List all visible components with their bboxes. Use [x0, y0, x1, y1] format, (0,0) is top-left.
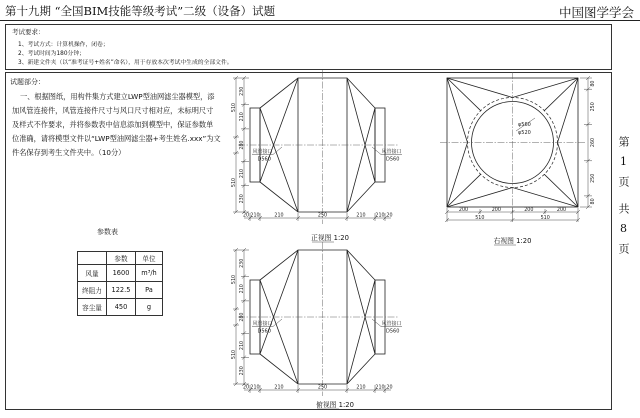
requirement-item: 1、考试方式：计算机操作，闭卷； [18, 42, 109, 48]
table-cell: m³/h [136, 265, 163, 282]
table-header-cell: 单位 [136, 252, 163, 265]
dimension-label: 210 [239, 168, 245, 179]
dimension-label: 210 [375, 213, 385, 219]
dimension-label: 80 [591, 198, 596, 205]
dimension-label: 80 [591, 80, 596, 87]
dimension-label: 280 [239, 312, 245, 322]
dimension-label: 200 [524, 207, 534, 213]
duct-port-label: 风管接口 [381, 149, 402, 155]
centerlines [440, 72, 585, 212]
dimension-label: 200 [458, 207, 469, 213]
dimension-label: 510 [231, 102, 237, 113]
duct-port-size: D560 [386, 156, 400, 163]
top-view-caption: 俯视图 1:20 [316, 401, 354, 409]
dimension-label: 20 [386, 385, 393, 391]
dimension-label: 210 [250, 385, 260, 391]
duct-port-size: D560 [257, 328, 271, 335]
diameter-label: φ560 [518, 122, 531, 128]
centerlines [238, 242, 398, 396]
side-view-caption: 右视图 1:20 [493, 237, 532, 245]
front-view [231, 70, 402, 224]
dimension-label: 230 [239, 366, 245, 376]
requirement-item: 2、考试时间为180分钟； [18, 51, 85, 57]
table-cell: Pa [136, 282, 163, 299]
dimension-label: 510 [231, 274, 237, 285]
question-text-line: 一、根据图纸，用构件集方式建立LWP型油网滤尘器模型，添 [20, 92, 215, 101]
dimension-label: 250 [317, 213, 328, 219]
centerlines [238, 70, 398, 224]
dimension-label: 280 [239, 140, 245, 150]
dimension-label: 510 [540, 215, 550, 221]
dimension-label: 20 [242, 385, 250, 391]
dimension-label: 250 [591, 102, 596, 112]
duct-port-label: 风管接口 [252, 321, 273, 327]
organization-name: 中国图学学会 [558, 5, 634, 20]
question-text-line: 及样式不作要求，并将参数表中信息添加到模型中，保证参数单 [12, 120, 214, 129]
duct-port-label: 风管接口 [252, 149, 273, 155]
dimension-label: 210 [250, 213, 260, 219]
dimension-label: 210 [239, 112, 245, 122]
table-header-cell: 参数 [107, 252, 136, 265]
dimension-label: 260 [591, 137, 596, 148]
dimension-label: 230 [239, 258, 245, 268]
front-view-caption: 正视图 1:20 [311, 234, 349, 242]
table-cell: 风量 [78, 265, 107, 282]
dimension-label: 210 [274, 213, 284, 219]
dimension-label: 210 [375, 385, 385, 391]
dimension-label: 200 [556, 207, 567, 213]
dimension-label: 510 [231, 177, 237, 188]
table-cell: 1600 [107, 265, 136, 282]
dimension-label: 210 [239, 340, 245, 351]
page-number: 第1页 [617, 136, 630, 195]
requirement-item: 3、新建文件夹（以“准考证号+姓名”命名），用于存放本次考试中生成的全部文件。 [18, 60, 233, 66]
question-heading: 试题部分： [10, 78, 45, 86]
dimension-label: 20 [386, 213, 393, 219]
diameter-label: φ520 [518, 130, 531, 136]
dimension-label: 230 [239, 86, 245, 96]
table-cell: g [136, 299, 163, 316]
dimension-label: 230 [239, 194, 245, 204]
dimension-label: 210 [239, 284, 245, 294]
question-text-line: 位准确，请将模型文件以“LWP型油网滤尘器+考生姓名.xxx”为文 [12, 134, 221, 143]
dimension-label: 510 [231, 349, 237, 360]
dimension-label: 200 [491, 207, 501, 213]
duct-port-label: 风管接口 [381, 321, 402, 327]
duct-port-size: D560 [257, 156, 271, 163]
page-count: 共8页 [617, 203, 630, 262]
dimension-label: 20 [242, 213, 250, 219]
dimension-label: 210 [356, 213, 366, 219]
dimension-label: 210 [356, 385, 366, 391]
requirements-heading: 考试要求： [12, 28, 45, 36]
dimension-label: 250 [591, 173, 596, 183]
duct-port-size: D560 [386, 328, 400, 335]
exam-title: 第十九期 “全国BIM技能等级考试”二级（设备）试题 [5, 4, 276, 18]
dimension-label: 210 [274, 385, 284, 391]
question-text-line: 件名保存到考生文件夹中。（10分） [12, 148, 126, 157]
table-cell: 450 [107, 299, 136, 316]
table-cell: 终阻力 [78, 282, 107, 299]
parameter-table-title: 参数表 [97, 228, 118, 236]
top-view [231, 242, 402, 396]
table-cell: 容尘量 [78, 299, 107, 316]
side-view [440, 72, 596, 222]
table-cell: 122.5 [107, 282, 136, 299]
dimension-label: 250 [317, 385, 328, 391]
dimension-label: 510 [475, 215, 485, 221]
question-text-line: 加风管连接件，风管连接件尺寸与风口尺寸相对应，未标明尺寸 [12, 106, 214, 115]
